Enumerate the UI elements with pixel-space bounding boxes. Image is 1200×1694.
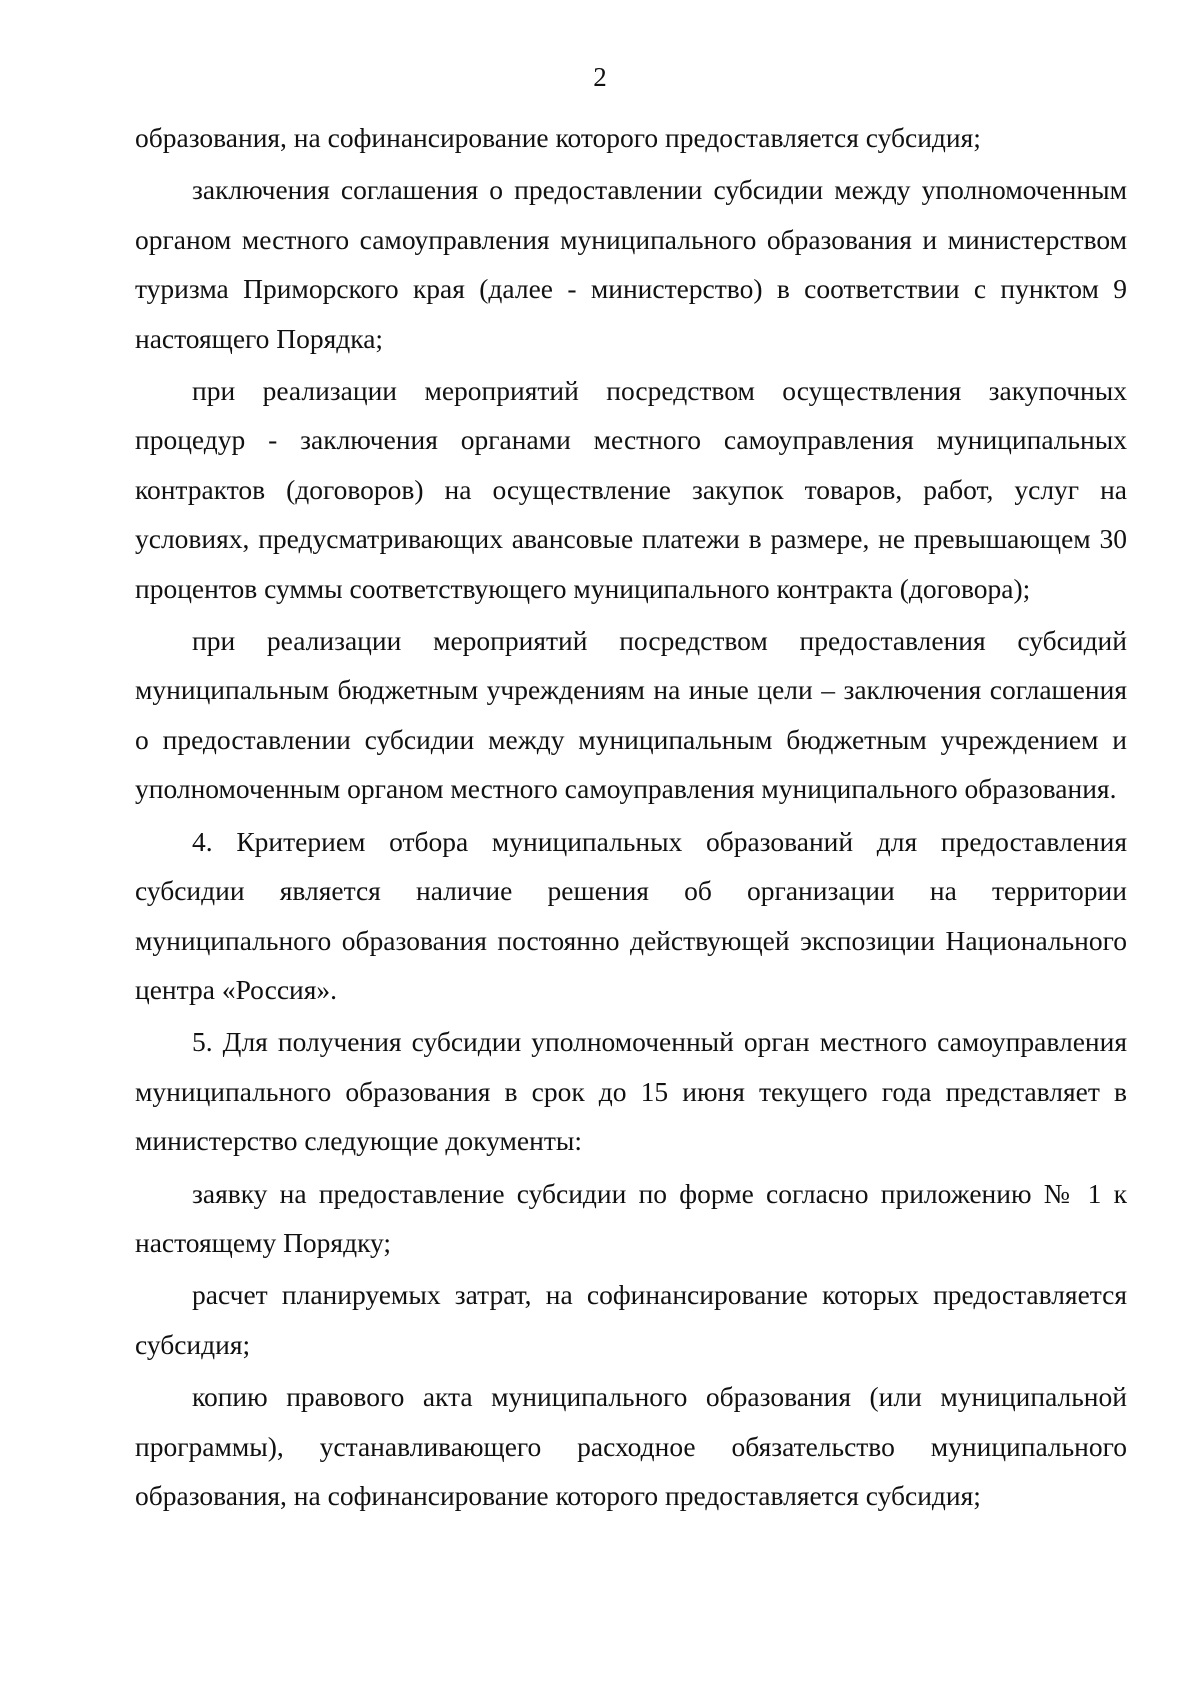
paragraph-6: 5. Для получения субсидии уполномоченный орган местного самоуправления муниципального образования в срок до 15 июня текущего года представляет в министерство следующие документы: <box>135 1026 1127 1157</box>
paragraph-1: образования, на софинансирование которого предоставляется субсидия; <box>135 122 981 153</box>
paragraph-7: заявку на предоставление субсидии по форме согласно приложению № 1 к настоящему Порядку; <box>135 1177 1127 1258</box>
paragraph-9: копию правового акта муниципального образования (или муниципальной программы), устанавливающего расходное обязательство муниципального образования, на софинансирование которого предоставляется субсидия; <box>135 1381 1127 1511</box>
document-body <box>135 113 1127 1523</box>
paragraph-2: заключения соглашения о предоставлении субсидии между уполномоченным органом местного самоуправления муниципального образования и министерством туризма Приморского края (далее - министерство) в соответствии с пунктом 9 настоящего Порядка; <box>135 174 1127 354</box>
paragraph-8: расчет планируемых затрат, на софинансирование которых предоставляется субсидия; <box>135 1279 1127 1360</box>
page-number: 2 <box>593 62 607 92</box>
paragraph-5: 4. Критерием отбора муниципальных образований для предоставления субсидии является наличие решения об организации на территории муниципального образования постоянно действующей экспозиции Национального центра «Россия». <box>135 825 1127 1005</box>
paragraph-3: при реализации мероприятий посредством осуществления закупочных процедур - заключения органами местного самоуправления муниципальных контрактов (договоров) на осуществление закупок товаров, работ, услуг на условиях, предусматривающих авансовые платежи в размере, не превышающем 30 процентов суммы соответствующего муниципального контракта (договора); <box>135 375 1127 604</box>
paragraph-4: при реализации мероприятий посредством предоставления субсидий муниципальным бюджетным учреждениям на иные цели – заключения соглашения о предоставлении субсидии между муниципальным бюджетным учреждением и уполномоченным органом местного самоуправления муниципального образования. <box>135 625 1127 805</box>
